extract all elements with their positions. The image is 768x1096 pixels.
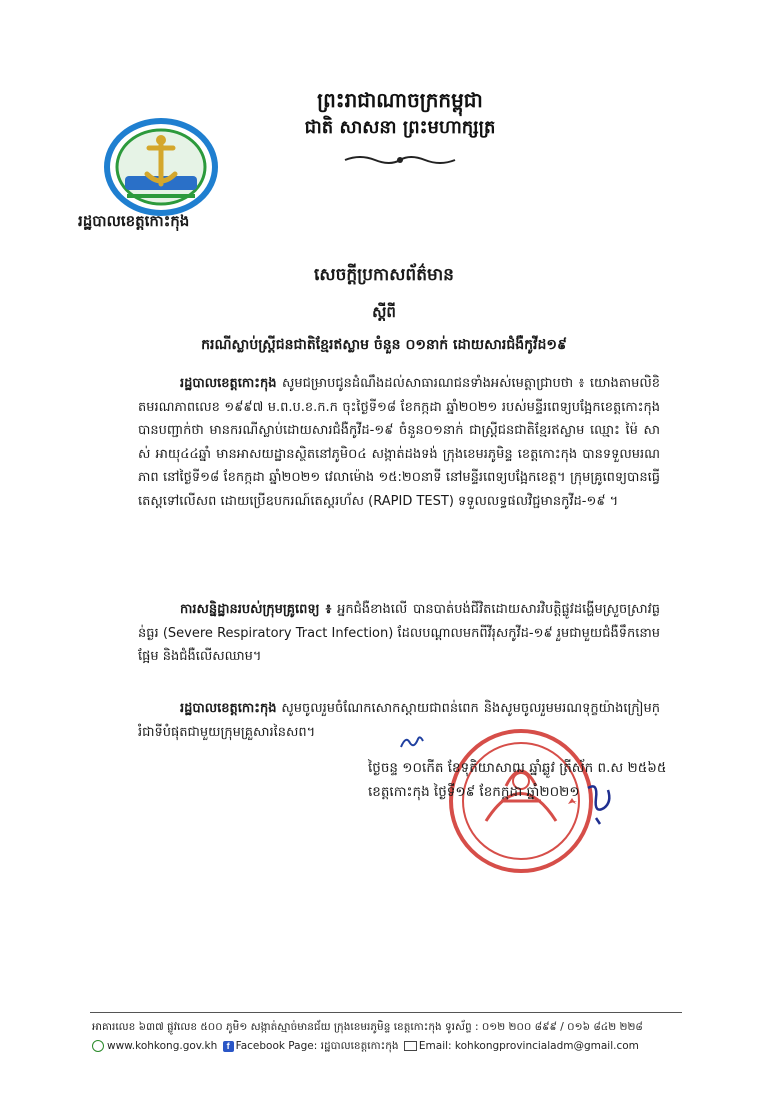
paragraph-text: អ្នកជំងឺខាងលើ បានបាត់បង់ជីវិតដោយសារវិបត្តិផ្លូវដង្ហើមស្រួចស្រាវធ្ងន់ធ្ងរ (Severe Respiratory Tract Infection) ដែលបណ្តាលមកពីវីរុសកូវីដ-១៩ រួមជាមួយជំងឺទឹកនោមផ្អែម និងជំងឺលើសឈាម។	[138, 602, 660, 664]
ornament-divider	[340, 152, 460, 168]
facebook-link[interactable]: រដ្ឋបាលខេត្តកោះកុង	[320, 1040, 399, 1052]
footer-divider	[90, 1012, 682, 1013]
lunar-date: ថ្ងៃចន្ទ ១០កើត ខែទុតិយាសាឍ ឆ្នាំឆ្លូវ ត្រីស័ក ព.ស ២៥៦៥	[368, 760, 667, 776]
mail-icon	[404, 1041, 417, 1051]
footer-address: អាគារលេខ ៦៣៧ ផ្លូវលេខ ៥០០ ភូមិ១ សង្កាត់ស្មាច់មានជ័យ ក្រុងខេមរភូមិន្ទ ខេត្តកោះកុង ទូរស័ព្ទ : ០១២ ២០០ ៨៩៩ / ០១៦ ៨៤២ ២២៨	[92, 1021, 643, 1033]
solar-date: ខេត្តកោះកុង ថ្ងៃទី១៩ ខែកក្កដា ឆ្នាំ២០២១	[368, 784, 580, 800]
paragraph-announcement	[138, 372, 660, 513]
email-label: Email:	[418, 1040, 452, 1052]
date-block	[368, 756, 688, 804]
kingdom-title: ព្រះរាជាណាចក្រកម្ពុជា	[317, 88, 483, 112]
kingdom-header	[230, 86, 570, 142]
paragraph-text: សូមចូលរួមចំណែកសោកស្តាយជាពន់ពេក និងសូមចូលរួមមរណទុក្ខយ៉ាងក្រៀមក្រំជាទីបំផុតជាមួយក្រុមគ្រួសារនៃសព។	[138, 701, 660, 740]
title-block	[100, 262, 668, 356]
website-link[interactable]: www.kohkong.gov.kh	[107, 1040, 218, 1052]
paragraph-lead: រដ្ឋបាលខេត្តកោះកុង	[180, 376, 277, 391]
footer	[92, 1018, 692, 1056]
national-motto: ជាតិ សាសនា ព្រះមហាក្សត្រ	[304, 117, 496, 138]
email-link[interactable]: kohkongprovincialadm@gmail.com	[454, 1040, 639, 1052]
facebook-icon: f	[223, 1041, 234, 1052]
document-title: សេចក្តីប្រកាសព័ត៌មាន	[314, 265, 454, 285]
issuer-name: រដ្ឋបាលខេត្តកោះកុង	[78, 212, 190, 230]
globe-icon	[92, 1040, 104, 1052]
paragraph-conclusion	[138, 598, 660, 669]
footer-contacts	[92, 1037, 692, 1056]
document-subject: ករណីស្លាប់ស្រ្តីជនជាតិខ្មែរឥស្លាម ចំនួន ០១នាក់ ដោយសារជំងឺកូវីដ១៩	[201, 337, 567, 353]
document-about: ស្តីពី	[372, 303, 396, 321]
signature-icon	[584, 778, 616, 828]
provincial-logo-icon	[103, 118, 219, 216]
facebook-label: Facebook Page:	[235, 1040, 318, 1052]
initial-mark-icon	[398, 733, 426, 751]
paragraph-text: សូមជម្រាបជូនដំណឹងដល់សាធារណជនទាំងអស់មេត្តាជ្រាបថា ៖ យោងតាមលិខិតមរណភាពលេខ ១៩៩៧ ម.ព.ប.ខ.ក.ក ចុះថ្ងៃទី១៨ ខែកក្កដា ឆ្នាំ២០២១ របស់មន្ទីរពេទ្យបង្អែកខេត្តកោះកុង បានបញ្ជាក់ថា មានករណីស្លាប់ដោយសារជំងឺកូវីដ-១៩ ចំនួន០១នាក់ ជាស្រ្តីជនជាតិខ្មែរឥស្លាម ឈ្មោះ ម៉ៃ សាស់ អាយុ៤៤ឆ្នាំ មានអាសយដ្ឋានស្ថិតនៅភូមិ០៤ សង្កាត់ដងទង់ ក្រុងខេមរភូមិន្ទ ខេត្តកោះកុង បានទទួលមរណភាព នៅថ្ងៃទី១៨ ខែកក្កដា ឆ្នាំ២០២១ វេលាម៉ោង ១៥:២០នាទី នៅមន្ទីរពេទ្យបង្អែកខេត្ត។ ក្រុមគ្រូពេទ្យបានធ្វើតេស្តទៅលើសព ដោយប្រើឧបករណ៍តេស្តរហ័ស (RAPID TEST) ទទួលលទ្ធផលវិជ្ជមានកូវីដ-១៩ ។	[138, 376, 660, 509]
paragraph-lead: រដ្ឋបាលខេត្តកោះកុង	[180, 701, 277, 716]
paragraph-lead: ការសន្និដ្ឋានរបស់ក្រុមគ្រូពេទ្យ ៖	[180, 602, 332, 617]
